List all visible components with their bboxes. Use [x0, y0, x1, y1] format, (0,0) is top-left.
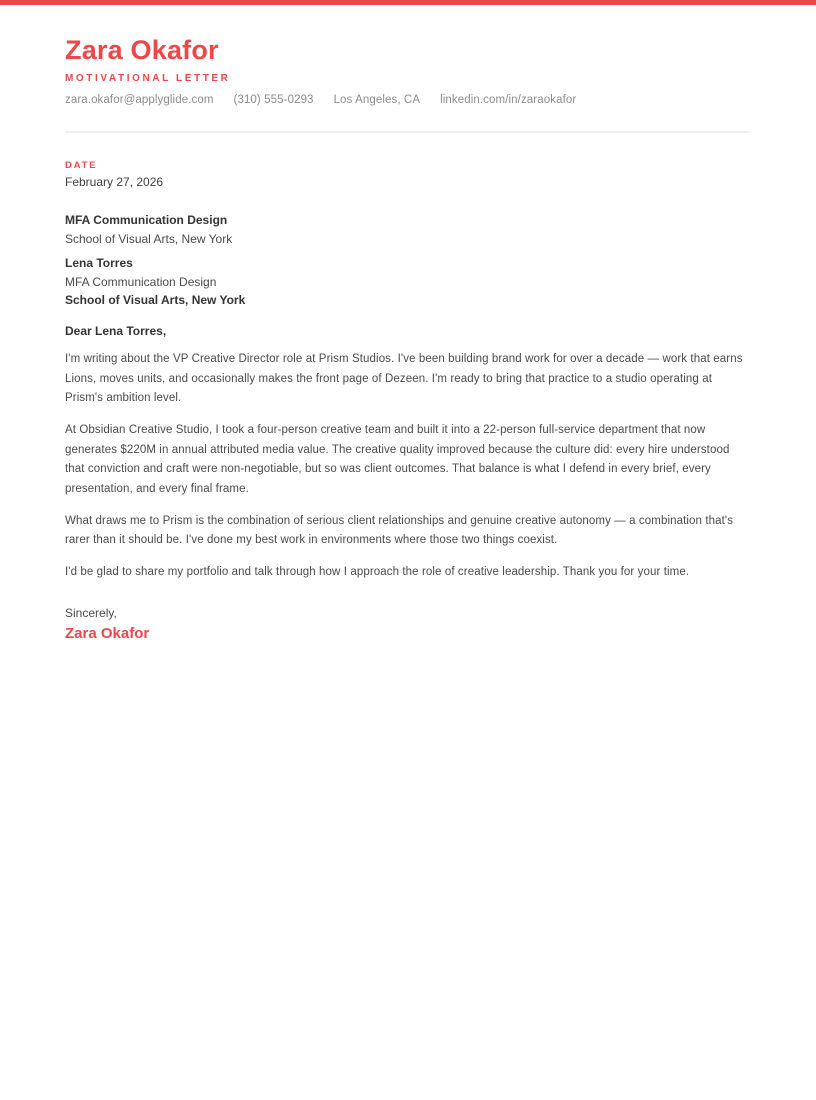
contact-row: [65, 94, 750, 106]
letter-header: [65, 35, 750, 106]
letter-page: [0, 5, 816, 642]
body-paragraph: What draws me to Prism is the combination of serious client relationships and genuine creative autonomy — a combination that's rarer than it should be. I've done my best work in environments where those two things coexist.: [65, 514, 734, 547]
closing-text: Sincerely,: [65, 605, 117, 620]
recipient-program-block: [65, 211, 750, 248]
salutation: Dear Lena Torres,: [65, 323, 167, 338]
signature-block: [65, 606, 750, 642]
contact-linkedin: linkedin.com/in/zaraokafor: [440, 94, 577, 107]
contact-email: zara.okafor@applyglide.com: [65, 94, 214, 107]
doc-type-label: MOTIVATIONAL LETTER: [65, 73, 231, 85]
body-paragraph: I'd be glad to share my portfolio and talk through how I approach the role of creative leadership. Thank you for your time.: [65, 566, 690, 579]
contact-location: Los Angeles, CA: [333, 94, 421, 107]
recipient-program-school: School of Visual Arts, New York: [65, 231, 233, 246]
signature-name: Zara Okafor: [65, 624, 150, 642]
body-paragraph: At Obsidian Creative Studio, I took a four-person creative team and built it into a 22-person full-service department that now generates $220M in annual attributed media value. The creative quality improved because the culture did: every hire understood that conviction and craft were non-negotiable, but so was client outcomes. That balance is what I defend in every brief, every presentation, and every final frame.: [65, 424, 730, 495]
letter-body: [65, 324, 750, 583]
date-label: DATE: [65, 160, 98, 172]
page-title: Zara Okafor: [65, 35, 219, 65]
contact-phone: (310) 555-0293: [233, 94, 314, 107]
recipient-program-title: MFA Communication Design: [65, 213, 228, 228]
header-divider: [65, 131, 750, 133]
date-value: February 27, 2026: [65, 175, 164, 190]
body-paragraph: I'm writing about the VP Creative Director role at Prism Studios. I've been building brand work for over a decade — work that earns Lions, moves units, and occasionally makes the front page of Dezeen. I'm ready to bring that practice to a studio operating at Prism's ambition level.: [65, 353, 743, 405]
date-section: [65, 160, 750, 189]
recipient-contact-name: Lena Torres: [65, 256, 133, 271]
recipient-contact-school: School of Visual Arts, New York: [65, 293, 246, 308]
recipient-contact-block: [65, 254, 750, 310]
recipient-contact-program: MFA Communication Design: [65, 274, 217, 289]
